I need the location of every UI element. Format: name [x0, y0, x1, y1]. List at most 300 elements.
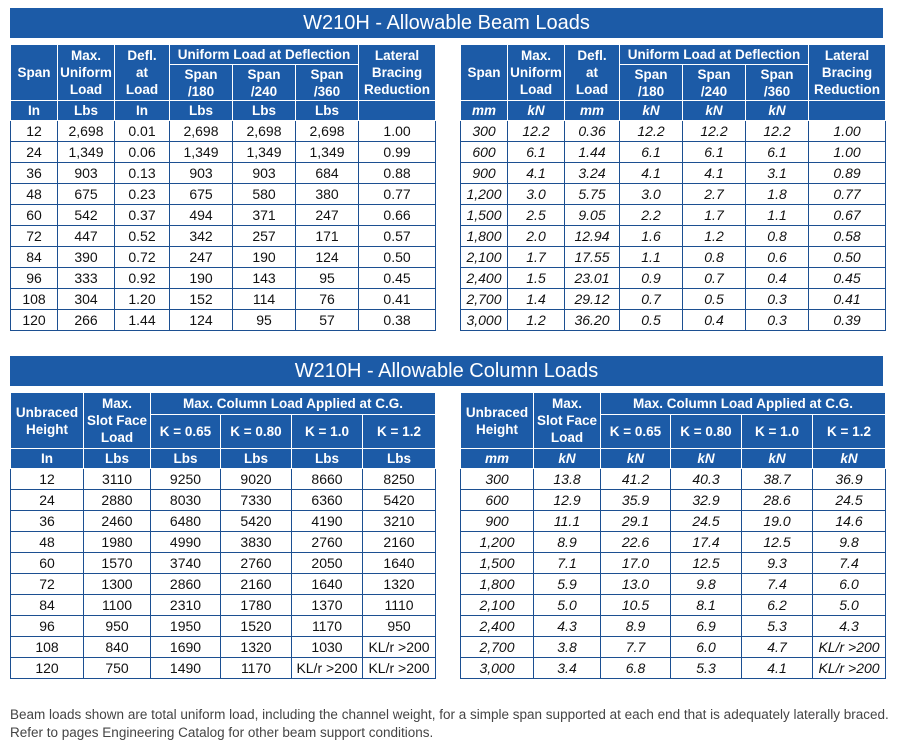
header-k-065: K = 0.65 — [601, 415, 671, 449]
table-cell: 1100 — [84, 595, 151, 616]
table-cell: 0.7 — [620, 289, 683, 310]
table-cell: 247 — [170, 247, 233, 268]
table-cell: 0.4 — [683, 310, 746, 331]
table-cell: 36.9 — [813, 469, 886, 490]
table-cell: 1.6 — [620, 226, 683, 247]
unit-cell: Lbs — [84, 449, 151, 469]
table-cell: 4190 — [292, 511, 363, 532]
header-k-12: K = 1.2 — [363, 415, 436, 449]
table-cell: 12.9 — [534, 490, 601, 511]
footnote-line-1: Beam loads shown are total uniform load, including the channel weight, for a simple span supported at each end that is adequately laterally braced. — [10, 707, 889, 722]
table-cell: 3830 — [221, 532, 292, 553]
table-cell: 1.7 — [508, 247, 565, 268]
table-cell: 12.94 — [565, 226, 620, 247]
table-cell: 1.7 — [683, 205, 746, 226]
table-cell: 0.06 — [115, 142, 170, 163]
table-row — [461, 184, 886, 205]
table-cell: 1,200 — [461, 532, 534, 553]
table-cell: 4.7 — [742, 637, 813, 658]
table-row — [461, 532, 886, 553]
table-cell: 7.4 — [742, 574, 813, 595]
header-lateral-bracing-reduction: Lateral Bracing Reduction — [359, 45, 436, 101]
table-row — [461, 247, 886, 268]
table-cell: 266 — [58, 310, 115, 331]
table-cell: 2,700 — [461, 637, 534, 658]
header-unbraced-height: Unbraced Height — [461, 393, 534, 449]
units-row — [461, 449, 886, 469]
table-cell: 1.1 — [620, 247, 683, 268]
table-cell: 3210 — [363, 511, 436, 532]
table-cell: 1,200 — [461, 184, 508, 205]
table-row — [11, 310, 436, 331]
table-cell: 7.4 — [813, 553, 886, 574]
table-cell: 72 — [11, 226, 58, 247]
table-cell: 6.9 — [671, 616, 742, 637]
unit-cell: Lbs — [221, 449, 292, 469]
header-span-180: Span /180 — [620, 65, 683, 101]
table-row — [11, 121, 436, 142]
header-span-360: Span /360 — [296, 65, 359, 101]
table-cell: 1,800 — [461, 574, 534, 595]
units-row — [461, 101, 886, 121]
header-k-080: K = 0.80 — [221, 415, 292, 449]
header-k-080: K = 0.80 — [671, 415, 742, 449]
table-row — [461, 310, 886, 331]
table-cell: 2460 — [84, 511, 151, 532]
unit-cell: kN — [671, 449, 742, 469]
table-cell: 6.1 — [508, 142, 565, 163]
table-cell: 300 — [461, 121, 508, 142]
table-cell: 12 — [11, 121, 58, 142]
table-row — [461, 490, 886, 511]
table-cell: 143 — [233, 268, 296, 289]
table-row — [461, 595, 886, 616]
table-cell: 0.8 — [683, 247, 746, 268]
table-cell: 3.1 — [746, 163, 809, 184]
table-row — [11, 163, 436, 184]
table-cell: 2,698 — [58, 121, 115, 142]
unit-cell: Lbs — [151, 449, 221, 469]
footnote-line-2: Refer to pages Engineering Catalog for other beam support conditions. — [10, 725, 434, 740]
table-cell: 12 — [11, 469, 84, 490]
table-cell: 1980 — [84, 532, 151, 553]
table-cell: 9.3 — [742, 553, 813, 574]
table-cell: 124 — [296, 247, 359, 268]
table-cell: 10.5 — [601, 595, 671, 616]
table-cell: 0.39 — [809, 310, 886, 331]
table-cell: 0.67 — [809, 205, 886, 226]
table-cell: 2,100 — [461, 595, 534, 616]
table-cell: 0.5 — [620, 310, 683, 331]
table-cell: 1.2 — [683, 226, 746, 247]
table-cell: 1.44 — [565, 142, 620, 163]
table-cell: 0.99 — [359, 142, 436, 163]
table-cell: 2.5 — [508, 205, 565, 226]
table-cell: 1520 — [221, 616, 292, 637]
column-table-metric — [460, 392, 886, 679]
table-cell: 48 — [11, 184, 58, 205]
table-cell: 0.45 — [809, 268, 886, 289]
table-cell: KL/r >200 — [292, 658, 363, 679]
table-row — [461, 511, 886, 532]
table-cell: 0.36 — [565, 121, 620, 142]
table-cell: 32.9 — [671, 490, 742, 511]
table-cell: 190 — [233, 247, 296, 268]
table-cell: 6.0 — [671, 637, 742, 658]
table-cell: 8660 — [292, 469, 363, 490]
table-cell: 2160 — [221, 574, 292, 595]
table-cell: 24 — [11, 490, 84, 511]
table-row — [11, 289, 436, 310]
table-cell: 494 — [170, 205, 233, 226]
table-cell: 108 — [11, 289, 58, 310]
table-cell: 0.58 — [809, 226, 886, 247]
table-cell: 6.1 — [683, 142, 746, 163]
table-cell: 4.1 — [620, 163, 683, 184]
table-cell: 84 — [11, 247, 58, 268]
table-cell: 3.0 — [620, 184, 683, 205]
table-cell: 4.3 — [534, 616, 601, 637]
table-cell: 12.2 — [683, 121, 746, 142]
table-cell: 0.72 — [115, 247, 170, 268]
header-uniform-load-at-deflection: Uniform Load at Deflection — [620, 45, 809, 65]
table-cell: 1.2 — [508, 310, 565, 331]
table-cell: 9020 — [221, 469, 292, 490]
table-cell: 1300 — [84, 574, 151, 595]
table-cell: 114 — [233, 289, 296, 310]
table-cell: 5420 — [363, 490, 436, 511]
table-cell: 96 — [11, 268, 58, 289]
unit-cell — [809, 101, 886, 121]
header-span-240: Span /240 — [233, 65, 296, 101]
table-row — [11, 616, 436, 637]
table-row — [11, 268, 436, 289]
table-cell: 0.77 — [359, 184, 436, 205]
table-cell: 1320 — [221, 637, 292, 658]
table-cell: 0.3 — [746, 289, 809, 310]
table-cell: 76 — [296, 289, 359, 310]
table-cell: 3.0 — [508, 184, 565, 205]
table-cell: 675 — [58, 184, 115, 205]
table-cell: 12.2 — [746, 121, 809, 142]
table-cell: 1950 — [151, 616, 221, 637]
table-cell: 1.44 — [115, 310, 170, 331]
table-cell: 1370 — [292, 595, 363, 616]
table-row — [461, 226, 886, 247]
header-k-12: K = 1.2 — [813, 415, 886, 449]
table-cell: 3,000 — [461, 658, 534, 679]
header-uniform-load-at-deflection: Uniform Load at Deflection — [170, 45, 359, 65]
table-cell: 1690 — [151, 637, 221, 658]
table-row — [461, 616, 886, 637]
table-cell: 48 — [11, 532, 84, 553]
table-cell: 0.66 — [359, 205, 436, 226]
table-cell: 4.1 — [742, 658, 813, 679]
table-cell: 371 — [233, 205, 296, 226]
header-span-360: Span /360 — [746, 65, 809, 101]
table-row — [11, 226, 436, 247]
table-cell: 7.7 — [601, 637, 671, 658]
unit-cell: In — [115, 101, 170, 121]
header-unbraced-height: Unbraced Height — [11, 393, 84, 449]
table-cell: 36.20 — [565, 310, 620, 331]
unit-cell — [359, 101, 436, 121]
table-cell: 22.6 — [601, 532, 671, 553]
unit-cell: mm — [461, 449, 534, 469]
table-cell: 2310 — [151, 595, 221, 616]
table-row — [461, 637, 886, 658]
table-row — [11, 247, 436, 268]
table-cell: 0.4 — [746, 268, 809, 289]
table-cell: 8.1 — [671, 595, 742, 616]
table-cell: 380 — [296, 184, 359, 205]
table-cell: 5420 — [221, 511, 292, 532]
table-cell: 257 — [233, 226, 296, 247]
table-cell: 17.0 — [601, 553, 671, 574]
table-cell: 9250 — [151, 469, 221, 490]
column-table-title: W210H - Allowable Column Loads — [10, 356, 883, 386]
table-cell: 57 — [296, 310, 359, 331]
table-cell: 171 — [296, 226, 359, 247]
table-row — [461, 268, 886, 289]
table-cell: 1030 — [292, 637, 363, 658]
table-cell: 5.0 — [534, 595, 601, 616]
unit-cell: mm — [461, 101, 508, 121]
header-max-slot-face-load: Max. Slot Face Load — [534, 393, 601, 449]
table-cell: 6.0 — [813, 574, 886, 595]
table-cell: 333 — [58, 268, 115, 289]
table-cell: 7330 — [221, 490, 292, 511]
table-row — [461, 163, 886, 184]
table-cell: 390 — [58, 247, 115, 268]
unit-cell: Lbs — [233, 101, 296, 121]
table-cell: 24.5 — [671, 511, 742, 532]
table-cell: 0.13 — [115, 163, 170, 184]
table-cell: 903 — [233, 163, 296, 184]
table-cell: 9.05 — [565, 205, 620, 226]
table-cell: 1.00 — [809, 121, 886, 142]
table-cell: 60 — [11, 205, 58, 226]
table-cell: 1170 — [292, 616, 363, 637]
table-cell: 1,349 — [170, 142, 233, 163]
table-cell: 2880 — [84, 490, 151, 511]
table-cell: 950 — [84, 616, 151, 637]
table-cell: 750 — [84, 658, 151, 679]
table-cell: 2,698 — [296, 121, 359, 142]
units-row — [11, 101, 436, 121]
table-cell: 2760 — [221, 553, 292, 574]
header-span-240: Span /240 — [683, 65, 746, 101]
table-cell: 36 — [11, 511, 84, 532]
table-cell: 13.8 — [534, 469, 601, 490]
unit-cell: kN — [813, 449, 886, 469]
table-cell: 14.6 — [813, 511, 886, 532]
table-cell: 29.12 — [565, 289, 620, 310]
table-cell: 1,349 — [58, 142, 115, 163]
table-cell: 950 — [363, 616, 436, 637]
table-cell: 6.2 — [742, 595, 813, 616]
table-cell: 4.1 — [508, 163, 565, 184]
beam-table-imperial — [10, 44, 436, 331]
table-cell: 17.4 — [671, 532, 742, 553]
table-cell: 1.1 — [746, 205, 809, 226]
unit-cell: kN — [746, 101, 809, 121]
table-cell: 12.5 — [671, 553, 742, 574]
table-cell: 1.8 — [746, 184, 809, 205]
table-cell: 0.57 — [359, 226, 436, 247]
table-row — [11, 142, 436, 163]
table-cell: 2.7 — [683, 184, 746, 205]
table-cell: 1,500 — [461, 205, 508, 226]
table-cell: 3.24 — [565, 163, 620, 184]
table-cell: 11.1 — [534, 511, 601, 532]
table-cell: 0.41 — [809, 289, 886, 310]
table-cell: 6360 — [292, 490, 363, 511]
table-cell: 41.2 — [601, 469, 671, 490]
table-cell: 4990 — [151, 532, 221, 553]
table-cell: 35.9 — [601, 490, 671, 511]
table-cell: 5.3 — [671, 658, 742, 679]
table-cell: 1.00 — [809, 142, 886, 163]
table-cell: 1490 — [151, 658, 221, 679]
table-cell: 9.8 — [671, 574, 742, 595]
unit-cell: kN — [620, 101, 683, 121]
table-cell: 1,800 — [461, 226, 508, 247]
table-cell: 9.8 — [813, 532, 886, 553]
table-cell: 4.3 — [813, 616, 886, 637]
table-cell: 5.3 — [742, 616, 813, 637]
table-cell: 84 — [11, 595, 84, 616]
table-cell: 96 — [11, 616, 84, 637]
table-cell: 8.9 — [601, 616, 671, 637]
header-span-180: Span /180 — [170, 65, 233, 101]
table-cell: 0.23 — [115, 184, 170, 205]
unit-cell: Lbs — [292, 449, 363, 469]
table-row — [461, 205, 886, 226]
table-cell: 0.88 — [359, 163, 436, 184]
table-cell: 0.41 — [359, 289, 436, 310]
table-cell: 24 — [11, 142, 58, 163]
beam-table-title: W210H - Allowable Beam Loads — [10, 8, 883, 38]
table-cell: 17.55 — [565, 247, 620, 268]
table-cell: 28.6 — [742, 490, 813, 511]
unit-cell: kN — [534, 449, 601, 469]
table-cell: 1780 — [221, 595, 292, 616]
table-cell: 2.2 — [620, 205, 683, 226]
table-cell: 0.92 — [115, 268, 170, 289]
table-cell: 12.2 — [620, 121, 683, 142]
table-cell: 0.45 — [359, 268, 436, 289]
table-cell: 1,349 — [233, 142, 296, 163]
table-cell: 1,500 — [461, 553, 534, 574]
table-row — [11, 511, 436, 532]
header-lateral-bracing-reduction: Lateral Bracing Reduction — [809, 45, 886, 101]
header-max-uniform-load: Max. Uniform Load — [58, 45, 115, 101]
table-cell: 900 — [461, 511, 534, 532]
table-cell: 72 — [11, 574, 84, 595]
table-cell: 342 — [170, 226, 233, 247]
table-cell: KL/r >200 — [813, 658, 886, 679]
table-cell: 0.3 — [746, 310, 809, 331]
unit-cell: Lbs — [296, 101, 359, 121]
header-max-column-load: Max. Column Load Applied at C.G. — [151, 393, 436, 415]
footnote — [10, 706, 889, 742]
header-k-10: K = 1.0 — [292, 415, 363, 449]
table-cell: 6.8 — [601, 658, 671, 679]
header-deflection-at-load: Defl. at Load — [565, 45, 620, 101]
table-row — [11, 490, 436, 511]
units-row — [11, 449, 436, 469]
table-cell: 6.1 — [746, 142, 809, 163]
table-cell: 23.01 — [565, 268, 620, 289]
table-cell: 95 — [233, 310, 296, 331]
table-cell: 600 — [461, 490, 534, 511]
table-cell: 2,700 — [461, 289, 508, 310]
table-cell: 600 — [461, 142, 508, 163]
table-row — [461, 121, 886, 142]
table-cell: 903 — [170, 163, 233, 184]
table-cell: 95 — [296, 268, 359, 289]
table-cell: 6.1 — [620, 142, 683, 163]
table-cell: 0.9 — [620, 268, 683, 289]
table-cell: 2760 — [292, 532, 363, 553]
table-cell: 675 — [170, 184, 233, 205]
table-cell: 5.0 — [813, 595, 886, 616]
table-row — [11, 205, 436, 226]
table-cell: 2.0 — [508, 226, 565, 247]
table-cell: 840 — [84, 637, 151, 658]
table-cell: 3110 — [84, 469, 151, 490]
table-cell: 124 — [170, 310, 233, 331]
table-cell: 0.8 — [746, 226, 809, 247]
table-cell: 0.89 — [809, 163, 886, 184]
table-cell: KL/r >200 — [363, 658, 436, 679]
table-row — [11, 469, 436, 490]
table-cell: 247 — [296, 205, 359, 226]
header-max-slot-face-load: Max. Slot Face Load — [84, 393, 151, 449]
table-row — [11, 574, 436, 595]
table-row — [11, 532, 436, 553]
table-cell: 0.50 — [359, 247, 436, 268]
table-cell: 13.0 — [601, 574, 671, 595]
unit-cell: kN — [601, 449, 671, 469]
table-cell: 542 — [58, 205, 115, 226]
table-cell: 5.75 — [565, 184, 620, 205]
unit-cell: In — [11, 101, 58, 121]
table-cell: 903 — [58, 163, 115, 184]
table-row — [461, 469, 886, 490]
beam-table-metric — [460, 44, 886, 331]
table-row — [11, 637, 436, 658]
unit-cell: kN — [508, 101, 565, 121]
table-cell: 190 — [170, 268, 233, 289]
table-cell: 108 — [11, 637, 84, 658]
table-cell: KL/r >200 — [363, 637, 436, 658]
table-cell: 1.4 — [508, 289, 565, 310]
header-deflection-at-load: Defl. at Load — [115, 45, 170, 101]
table-cell: 3.8 — [534, 637, 601, 658]
table-cell: 38.7 — [742, 469, 813, 490]
table-cell: 0.38 — [359, 310, 436, 331]
table-cell: 8.9 — [534, 532, 601, 553]
table-row — [461, 574, 886, 595]
table-row — [11, 184, 436, 205]
table-cell: 447 — [58, 226, 115, 247]
table-cell: 0.52 — [115, 226, 170, 247]
header-k-10: K = 1.0 — [742, 415, 813, 449]
table-cell: 120 — [11, 310, 58, 331]
unit-cell: Lbs — [363, 449, 436, 469]
